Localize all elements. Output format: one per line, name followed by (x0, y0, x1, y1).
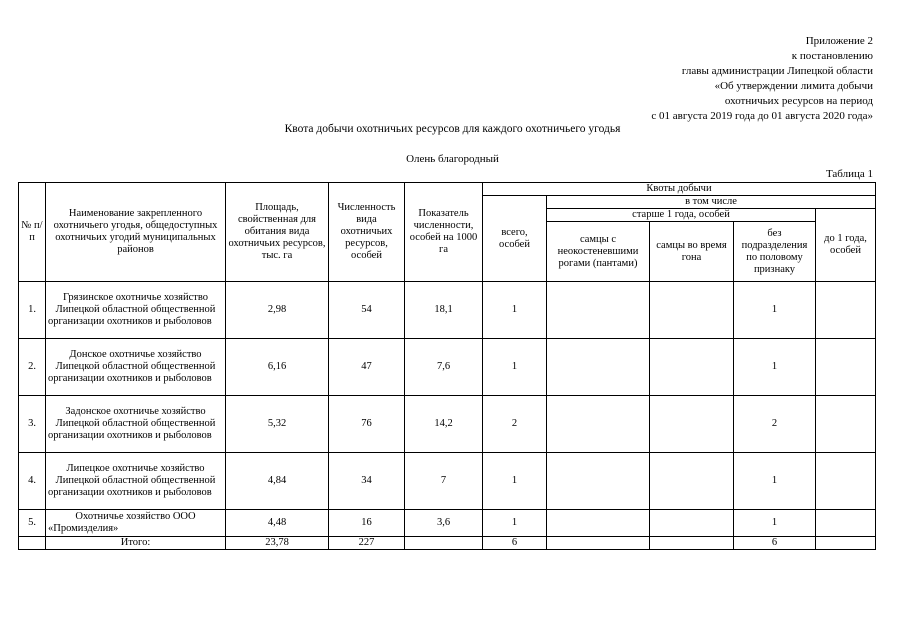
row-density: 7 (405, 453, 483, 510)
row-total: 1 (483, 339, 547, 396)
row-males-antlers (547, 339, 650, 396)
row-num: 5. (19, 510, 46, 537)
row-density: 14,2 (405, 396, 483, 453)
row-males-antlers (547, 396, 650, 453)
row-num: 4. (19, 453, 46, 510)
row-total: 1 (483, 453, 547, 510)
totals-under1 (816, 537, 876, 550)
totals-label: Итого: (46, 537, 226, 550)
row-area: 4,84 (226, 453, 329, 510)
row-under1 (816, 396, 876, 453)
row-population: 47 (329, 339, 405, 396)
col-header-under1: до 1 года, особей (816, 209, 876, 282)
col-header-males-rut: самцы во время гона (650, 222, 734, 282)
totals-no-sex: 6 (734, 537, 816, 550)
col-header-including: в том числе (547, 196, 876, 209)
row-density: 18,1 (405, 282, 483, 339)
period-line: с 01 августа 2019 года до 01 августа 2020 года» (651, 110, 873, 122)
row-total: 2 (483, 396, 547, 453)
row-males-rut (650, 282, 734, 339)
row-num: 3. (19, 396, 46, 453)
resolution-title-line: «Об утверждении лимита добычи (714, 80, 873, 92)
resolution-title-line-2: охотничьих ресурсов на период (724, 95, 873, 107)
row-population: 16 (329, 510, 405, 537)
row-name: Охотничье хозяйство ООО «Промизделия» (46, 510, 226, 537)
row-no-sex: 1 (734, 453, 816, 510)
table-number: Таблица 1 (825, 168, 873, 180)
row-area: 2,98 (226, 282, 329, 339)
row-no-sex: 1 (734, 339, 816, 396)
row-males-rut (650, 510, 734, 537)
col-header-population: Численность вида охотничьих ресурсов, особей (329, 183, 405, 282)
totals-population: 227 (329, 537, 405, 550)
col-header-quotas: Квоты добычи (483, 183, 876, 196)
row-density: 3,6 (405, 510, 483, 537)
row-males-antlers (547, 453, 650, 510)
row-no-sex: 1 (734, 510, 816, 537)
row-total: 1 (483, 510, 547, 537)
table-row (19, 282, 876, 339)
col-header-no-sex: без подразделения по половому признаку (734, 222, 816, 282)
row-area: 6,16 (226, 339, 329, 396)
row-total: 1 (483, 282, 547, 339)
totals-density (405, 537, 483, 550)
species-name: Олень благородный (406, 153, 499, 165)
row-name: Липецкое охотничье хозяйство Липецкой областной общественной организации охотников и рыболовов (46, 453, 226, 510)
row-males-rut (650, 396, 734, 453)
totals-num-cell (19, 537, 46, 550)
row-no-sex: 1 (734, 282, 816, 339)
totals-row (19, 537, 876, 550)
table-row (19, 510, 876, 537)
authority-line: главы администрации Липецкой области (681, 65, 873, 77)
table-row (19, 453, 876, 510)
row-males-rut (650, 453, 734, 510)
resolution-line: к постановлению (791, 50, 873, 62)
col-header-older: старше 1 года, особей (547, 209, 816, 222)
document-title: Квота добычи охотничьих ресурсов для каждого охотничьего угодья (284, 123, 621, 135)
row-males-rut (650, 339, 734, 396)
totals-males-antlers (547, 537, 650, 550)
totals-total: 6 (483, 537, 547, 550)
col-header-area: Площадь, свойственная для обитания вида охотничьих ресурсов, тыс. га (226, 183, 329, 282)
row-no-sex: 2 (734, 396, 816, 453)
col-header-num: № п/п (19, 183, 46, 282)
row-under1 (816, 510, 876, 537)
col-header-density: Показатель численности, особей на 1000 га (405, 183, 483, 282)
row-males-antlers (547, 282, 650, 339)
row-under1 (816, 282, 876, 339)
appendix-label: Приложение 2 (805, 35, 873, 47)
totals-area: 23,78 (226, 537, 329, 550)
col-header-name: Наименование закрепленного охотничьего угодья, общедоступных охотничьих угодий муниципальных районов (46, 183, 226, 282)
row-population: 54 (329, 282, 405, 339)
totals-males-rut (650, 537, 734, 550)
row-num: 1. (19, 282, 46, 339)
row-population: 34 (329, 453, 405, 510)
row-under1 (816, 339, 876, 396)
row-name: Задонское охотничье хозяйство Липецкой областной общественной организации охотников и рыболовов (46, 396, 226, 453)
table-row (19, 339, 876, 396)
row-area: 4,48 (226, 510, 329, 537)
row-area: 5,32 (226, 396, 329, 453)
row-name: Донское охотничье хозяйство Липецкой областной общественной организации охотников и рыболовов (46, 339, 226, 396)
header-row-1 (19, 183, 876, 196)
col-header-males-antlers: самцы с неокостеневшими рогами (пантами) (547, 222, 650, 282)
quota-table (18, 182, 876, 550)
row-population: 76 (329, 396, 405, 453)
row-num: 2. (19, 339, 46, 396)
row-males-antlers (547, 510, 650, 537)
row-name: Грязинское охотничье хозяйство Липецкой областной общественной организации охотников и рыболовов (46, 282, 226, 339)
table-row (19, 396, 876, 453)
row-under1 (816, 453, 876, 510)
col-header-total: всего, особей (483, 196, 547, 282)
row-density: 7,6 (405, 339, 483, 396)
